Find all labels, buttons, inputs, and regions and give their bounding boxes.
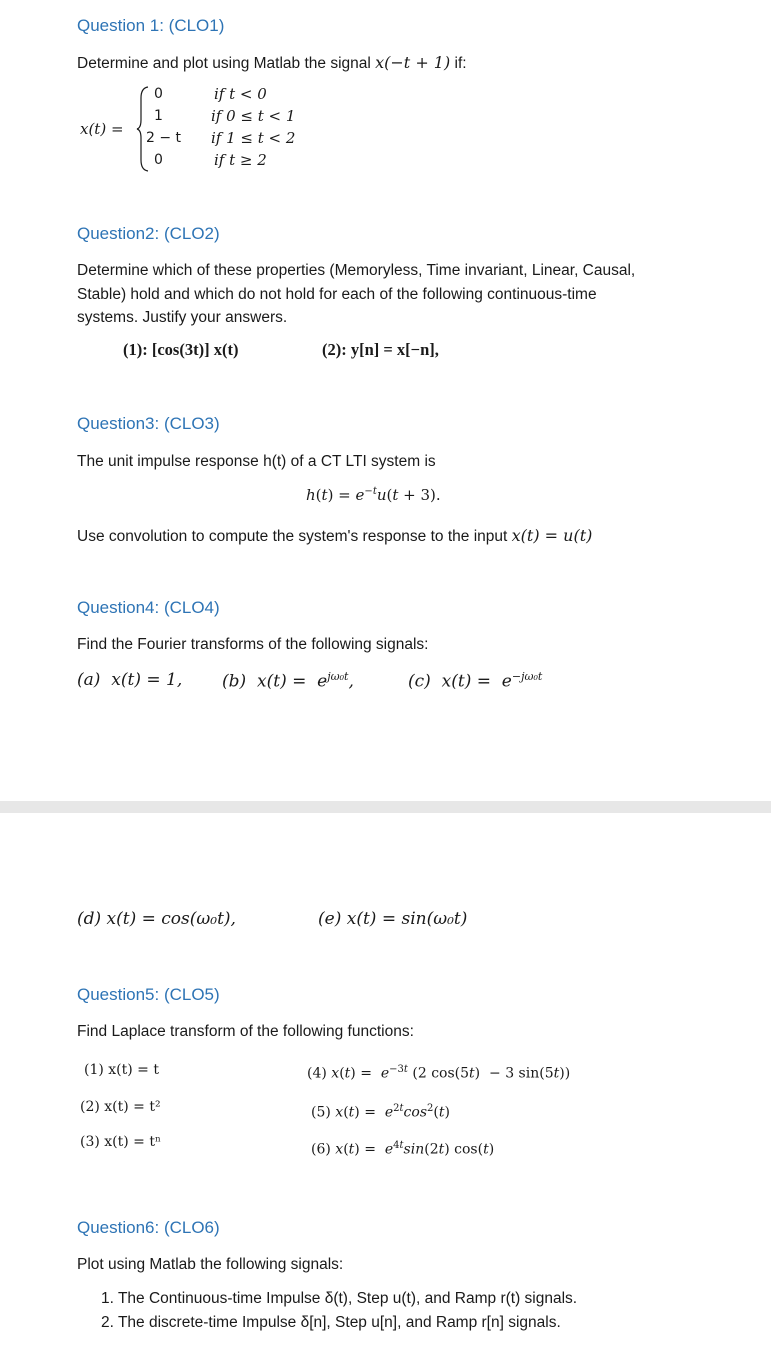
page-separator	[0, 801, 771, 813]
q5-item-1: (1) x(t) = t	[84, 1062, 159, 1078]
q6-item-2: 2. The discrete-time Impulse δ[n], Step u[n], and Ramp r[n] signals.	[101, 1314, 561, 1331]
case-condition-2: if 0 ≤ t < 1	[211, 107, 296, 125]
q1-prompt-text: Determine and plot using Matlab the signal	[77, 55, 376, 72]
q5-item-4: (4) $x(t) = e^{-3t}$ (2 cos(5t) − 3 sin(5t))	[307, 1064, 571, 1082]
piecewise-brace	[136, 86, 150, 172]
q6-list	[101, 1287, 577, 1335]
q3-heading: Question3: (CLO3)	[77, 414, 220, 433]
q4-intro: Find the Fourier transforms of the following signals:	[77, 636, 429, 653]
case-condition-4: if t ≥ 2	[214, 151, 267, 169]
q3-intro: The unit impulse response h(t) of a CT LTI system is	[77, 453, 436, 470]
q4-item-d: (d) x(t) = cos(ω₀t),	[77, 909, 236, 929]
case-value-1: 0	[154, 86, 163, 102]
q2-text-line-2: Stable) hold and which do not hold for each of the following continuous-time	[77, 286, 597, 303]
q4-item-c: (c) $x(t) = e^{-j\omega_0t}$	[408, 670, 543, 692]
q5-item-5: (5) $x(t) = e^{2t}\cos^2(t)$	[311, 1103, 450, 1121]
q6-heading: Question6: (CLO6)	[77, 1218, 220, 1237]
q6-item-1: 1. The Continuous-time Impulse δ(t), Step u(t), and Ramp r(t) signals.	[101, 1290, 578, 1307]
q4-item-b: (b) $x(t) = e^{j\omega_0t}$,	[222, 670, 354, 692]
q5-item-2: (2) x(t) = t²	[80, 1099, 161, 1115]
q3-instruction-text: Use convolution to compute the system's response to the input	[77, 528, 512, 545]
q1-heading: Question 1: (CLO1)	[77, 16, 225, 35]
case-value-3: 2 − t	[146, 130, 182, 146]
q5-intro: Find Laplace transform of the following functions:	[77, 1023, 414, 1040]
q2-text-line-3: systems. Justify your answers.	[77, 309, 288, 326]
case-condition-1: if t < 0	[214, 85, 267, 103]
q2-system-2: (2): y[n] = x[−n],	[322, 340, 439, 359]
q4-heading: Question4: (CLO4)	[77, 598, 220, 617]
q5-item-3: (3) x(t) = tⁿ	[80, 1134, 162, 1150]
case-value-4: 0	[154, 152, 163, 168]
case-value-2: 1	[154, 108, 163, 124]
q2-text-line-1: Determine which of these properties (Memoryless, Time invariant, Linear, Causal,	[77, 262, 636, 279]
q4-item-e: (e) x(t) = sin(ω₀t)	[318, 909, 468, 929]
case-condition-3: if 1 ≤ t < 2	[211, 129, 296, 147]
q3-equation: $h(t) = e^{-t}u(t + 3)$.	[306, 486, 441, 504]
q5-item-6: (6) $x(t) = e^{4t}\sin(2t)$ cos(t)	[311, 1140, 495, 1158]
q1-lhs: x(t) =	[80, 120, 124, 138]
q5-heading: Question5: (CLO5)	[77, 985, 220, 1004]
q1-prompt-tail: if:	[450, 55, 467, 72]
q4-item-a: (a) x(t) = 1,	[77, 670, 183, 690]
q2-heading: Question2: (CLO2)	[77, 224, 220, 243]
q3-instruction-math: x(t) = u(t)	[511, 526, 593, 545]
q1-prompt	[77, 51, 467, 75]
q3-instruction	[77, 524, 592, 548]
q2-system-1: (1): [cos(3t)] x(t)	[123, 340, 239, 359]
q6-intro: Plot using Matlab the following signals:	[77, 1256, 344, 1273]
q1-prompt-math: x(−t + 1)	[375, 53, 451, 72]
